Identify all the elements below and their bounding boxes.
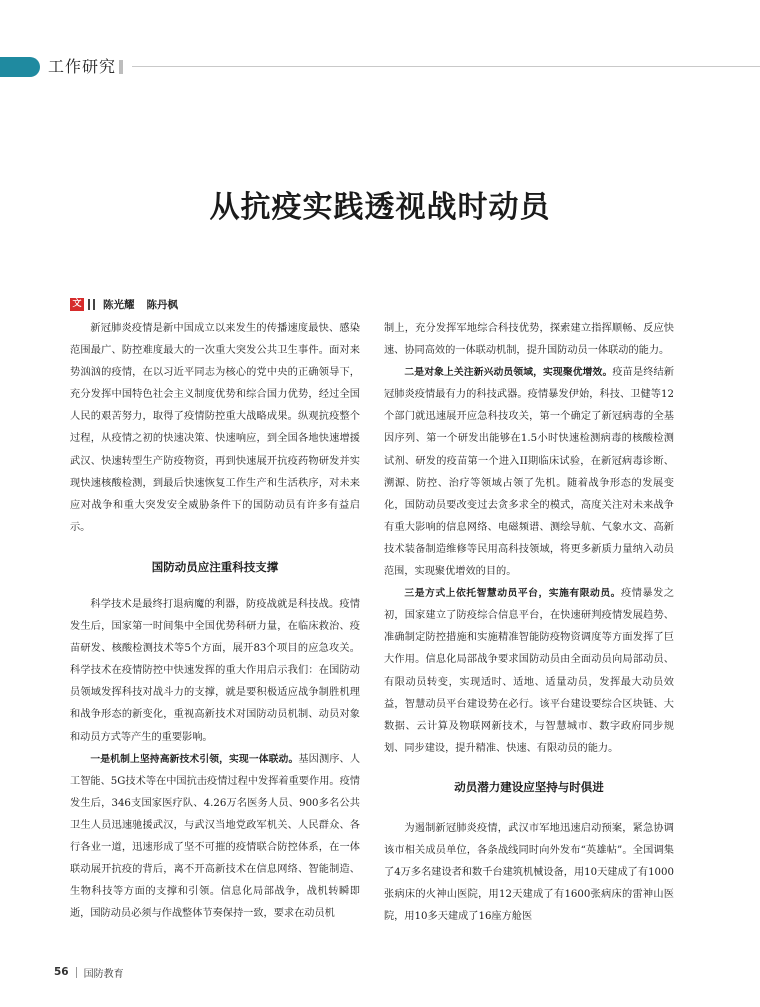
page-footer xyxy=(54,965,124,979)
section-heading: 动员潜力建设应坚持与时俱进 xyxy=(454,779,604,794)
paragraph-lead: 三是方式上依托智慧动员平台，实施有限动员。 xyxy=(404,588,621,600)
header-accent-tab xyxy=(0,57,40,77)
header-divider-mark xyxy=(119,60,123,74)
byline xyxy=(70,296,190,312)
byline-badge: 文 xyxy=(70,298,84,311)
paragraph-body: 基因测序、人工智能、5G技术等在中国抗击疫情过程中发挥着重要作用。疫情发生后，346支国家医疗队、4.26万名医务人员、900多名公共卫生人员迅速驰援武汉，与武汉当地党政军机关、人民群众、各行各业一道，迅速形成了坚不可摧的疫情联合防控体系，在一体联动展开抗疫的背后，离不开高新技术在信息网络、智能制造、生物科技等方面的支撑和引领。信息化局部战争，战机转瞬即逝，国防动员必须与作战整体节奏保持一致，要求在动员机 xyxy=(70,753,361,920)
byline-divider xyxy=(93,299,95,310)
paragraph-body: 疫苗是终结新冠肺炎疫情最有力的科技武器。疫情暴发伊始，科技、卫健等12个部门就迅速展开应急科技攻关，第一个确定了新冠病毒的全基因序列、第一个研发出能够在1.5小时快速检测病毒的核酸检测试剂、研发的疫苗第一个进入II期临床试验，在新冠病毒诊断、溯源、防控、治疗等领域占领了先机。随着战争形态的发展变化，国防动员要改变过去贪多求全的模式，高度关注对未来战争有重大影响的信息网络、电磁频谱、测绘导航、气象水文、高新技术装备制造维修等民用高科技领域，将更多新质力量纳入动员范围，实现聚优增效的目的。 xyxy=(384,367,675,578)
author-name: 陈光耀 xyxy=(103,298,135,311)
header-rule xyxy=(132,66,760,67)
section-title: 工作研究 xyxy=(48,57,117,76)
magazine-name: 国防教育 xyxy=(83,968,124,980)
article-title: 从抗疫实践透视战时动员 xyxy=(209,190,551,225)
author-name: 陈丹枫 xyxy=(146,298,178,311)
body-paragraph: 制上，充分发挥军地综合科技优势，探索建立指挥顺畅、反应快速、协同高效的一体联动机制，提升国防动员一体联动的能力。 xyxy=(384,323,674,357)
body-paragraph xyxy=(384,583,674,760)
body-paragraph xyxy=(384,362,674,583)
page-number: 56 xyxy=(54,966,69,978)
paragraph-body: 疫情暴发之初，国家建立了防疫综合信息平台，在快速研判疫情发展趋势、准确制定防控措施和实施精准智能防疫物资调度等方面发挥了巨大作用。信息化局部战争要求国防动员由全面动员向局部动员、有限动员转变，实现适时、适地、适量动员，发挥最大动员效益，智慧动员平台建设势在必行。该平台建设要综合区块链、大数据、云计算及物联网新技术，与智慧城市、数字政府同步规划、同步建设，提升精准、快速、有限动员的能力。 xyxy=(384,588,675,754)
byline-divider xyxy=(88,299,90,310)
paragraph-lead: 一是机制上坚持高新技术引领，实现一体联动。 xyxy=(90,753,299,765)
section-heading: 国防动员应注重科技支撑 xyxy=(151,559,279,574)
left-column xyxy=(70,318,360,925)
body-paragraph: 科学技术是最终打退病魔的利器，防疫战就是科技战。疫情发生后，国家第一时间集中全国优势科研力量，在临床救治、疫苗研发、核酸检测技术等5个方面，展开83个项目的应急攻关。科学技术在疫情防控中快速发挥的重大作用启示我们：在国防动员领域发挥科技对战斗力的支撑，就是要积极适应战争制胜机理和战争形态的新变化，重视高新技术对国防动员机制、动员对象和动员方式等产生的重要影响。 xyxy=(70,598,360,743)
body-paragraph xyxy=(70,749,360,926)
right-column xyxy=(384,318,674,928)
paragraph-lead: 二是对象上关注新兴动员领域，实现聚优增效。 xyxy=(404,367,613,379)
footer-divider xyxy=(76,967,77,978)
body-paragraph: 新冠肺炎疫情是新中国成立以来发生的传播速度最快、感染范围最广、防控难度最大的一次重大突发公共卫生事件。面对来势汹汹的疫情，在以习近平同志为核心的党中央的正确领导下，充分发挥中国特色社会主义制度优势和综合国力优势，经过全国人民的艰苦努力，取得了疫情防控重大战略成果。纵观抗疫整个过程，从疫情之初的快速决策、快速响应，到全国各地快速增援武汉、快速转型生产防疫物资，再到快速展开抗疫药物研发并实现快速核酸检测，到最后快速恢复工作生产和生活秩序，对未来应对战争和重大突发安全威胁条件下的国防动员有许多有益启示。 xyxy=(70,323,360,533)
body-paragraph: 为遏制新冠肺炎疫情，武汉市军地迅速启动预案，紧急协调该市相关成员单位，各条战线同时向外发布“英雄帖”。全国调集了4万多名建设者和数千台建筑机械设备，用10天建成了有1000张病床的火神山医院，用12天建成了有1600张病床的雷神山医院，用10多天建成了16座方舱医 xyxy=(384,822,674,923)
